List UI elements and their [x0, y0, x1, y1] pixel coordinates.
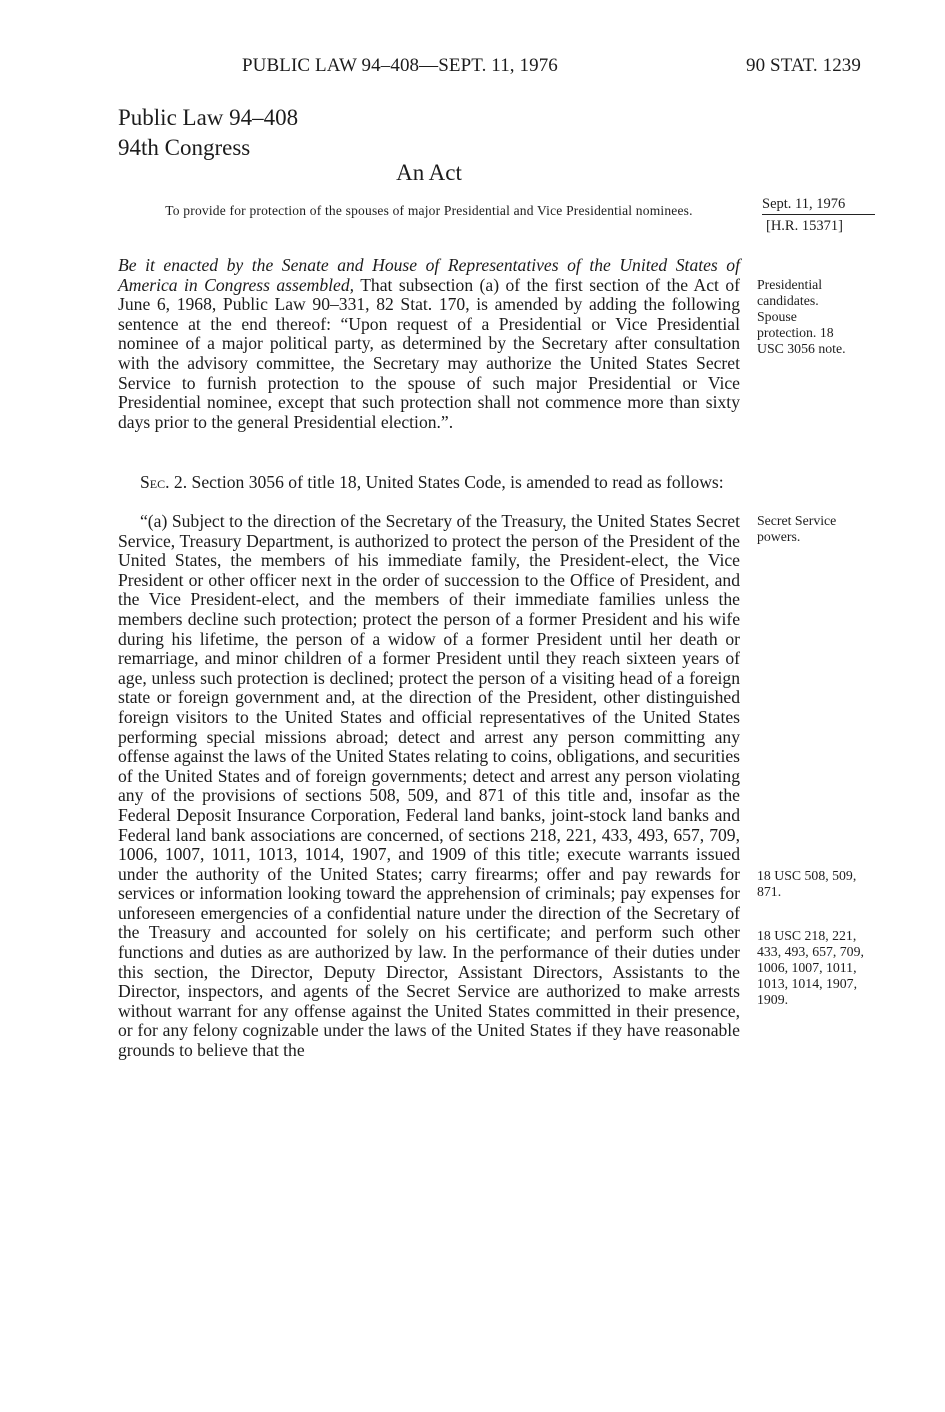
act-purpose: To provide for protection of the spouses of major Presidential and Vice Presidential nominees. — [165, 203, 693, 218]
enacting-clause: Be it enacted by the Senate and House of Representatives of the United States of America in Congress assembled, — [118, 255, 740, 295]
section-2-intro-paragraph — [118, 473, 740, 493]
margin-note-usc-508: 18 USC 508, 509, 871. — [757, 868, 857, 899]
margin-note-usc-218: 18 USC 218, 221, 433, 493, 657, 709, 1006, 1007, 1011, 1013, 1014, 1907, 1909. — [757, 928, 864, 1007]
congress-number: 94th Congress — [118, 135, 251, 160]
margin-bill-number: [H.R. 15371] — [766, 218, 843, 234]
section-2-label: Sec. 2. — [140, 472, 188, 492]
section-2-intro: Section 3056 of title 18, United States Code, is amended to read as follows: — [191, 472, 724, 492]
running-head-stat-page: 90 STAT. 1239 — [746, 55, 862, 76]
section-1-text: That subsection (a) of the first section of the Act of June 6, 1968, Public Law 90–331, 82 Stat. 170, is amended by adding the following sentence at the end thereof: “Upon request of a Presidential or Vice Presidential nominee of a major political party, as determined by the Secretary after consultation with the advisory committee, the Secretary may authorize the United States Secret Service to furnish protection to the spouse of such major Presidential or Vice Presidential nominee, except that such protection shall not commence more than sixty days prior to the general Presidential election.”. — [118, 274, 740, 432]
running-head-title: PUBLIC LAW 94–408—SEPT. 11, 1976 — [242, 55, 558, 76]
an-act-heading: An Act — [396, 160, 462, 185]
section-2-amended-text: “(a) Subject to the direction of the Secretary of the Treasury, the United States Secret Service, Treasury Department, is authorized to protect the person of the President of the United States, the members of his immediate family, the President-elect, the Vice President or other officer next in the order of succession to the Office of President, and the Vice President-elect, and the members of their immediate families unless the members decline such protection; protect the person of a former President and his wife during his lifetime, the person of a widow of a former President until her death or remarriage, and minor children of a former President until they reach sixteen years of age, unless such protection is declined; protect the person of a visiting head of a foreign state or foreign government and, at the direction of the President, other distinguished foreign visitors to the United States and official representatives of the United States performing special missions abroad; detect and arrest any person committing any offense against the laws of the United States relating to coins, obligations, and securities of the United States and of foreign governments; detect and arrest any person violating any of the provisions of sections 508, 509, and 871 of this title and, insofar as the Federal Deposit Insurance Corporation, Federal land banks, joint-stock land banks and Federal land bank associations are concerned, of sections 218, 221, 433, 493, 657, 709, 1006, 1007, 1011, 1013, 1014, 1907, and 1909 of this title; execute warrants issued under the authority of the United States; carry firearms; offer and pay rewards for services or information looking toward the apprehension of criminals; pay expenses for unforeseen emergencies of a confidential nature under the direction of the Secretary of the Treasury and accounted for solely on his certificate; and perform such other functions and duties as are authorized by law. In the performance of their duties under this section, the Director, Deputy Director, Assistant Directors, Assistants to the Director, inspectors, and agents of the Secret Service are authorized to make arrests without warrant for any offense against the United States committed in their presence, or for any felony cognizable under the laws of the United States if they have reasonable grounds to believe that the — [118, 511, 740, 1061]
enacting-paragraph — [118, 256, 740, 432]
public-law-number: Public Law 94–408 — [118, 105, 299, 130]
margin-note-secret-service-powers: Secret Service powers. — [757, 513, 837, 544]
margin-note-presidential-candidates: Presidential candidates. Spouse protection. 18 USC 3056 note. — [757, 277, 846, 356]
margin-date: Sept. 11, 1976 — [762, 195, 875, 215]
